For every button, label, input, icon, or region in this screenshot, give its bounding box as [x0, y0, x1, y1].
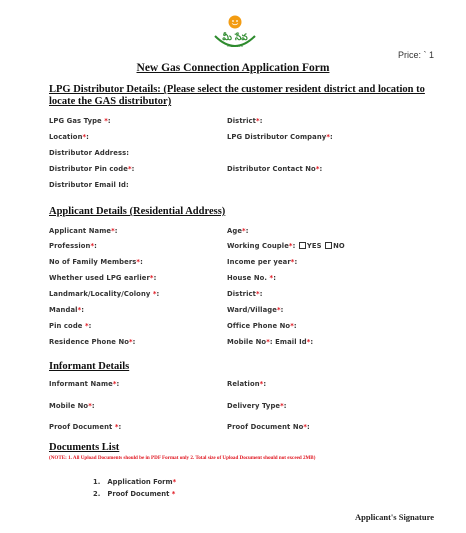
- no-label: NO: [333, 242, 345, 250]
- document-item: 2. Proof Document *: [93, 490, 176, 498]
- office-phone-label: Office Phone No: [227, 322, 291, 330]
- ward-label: Ward/Village: [227, 306, 277, 314]
- used-lpg-label: Whether used LPG earlier: [49, 274, 150, 282]
- mandal-field[interactable]: Mandal*:: [49, 306, 85, 314]
- document-item-label: Proof Document: [107, 490, 170, 498]
- residence-phone-label: Residence Phone No: [49, 338, 130, 346]
- meeseva-logo: [210, 14, 260, 52]
- distributor-address-label: Distributor Address:: [49, 149, 130, 157]
- pin-code-label: Pin code: [49, 322, 83, 330]
- proof-document-no-label: Proof Document No: [227, 423, 304, 431]
- office-phone-field[interactable]: Office Phone No*:: [227, 322, 297, 330]
- relation-label: Relation: [227, 380, 260, 388]
- house-no-field[interactable]: House No. *:: [227, 274, 277, 282]
- distributor-contact-label: Distributor Contact No: [227, 165, 316, 173]
- applicant-name-field[interactable]: Applicant Name*:: [49, 227, 118, 235]
- location-field[interactable]: Location*:: [49, 133, 89, 141]
- mobile-label: Mobile No: [227, 338, 267, 346]
- applicant-district-field[interactable]: District*:: [227, 290, 263, 298]
- profession-field[interactable]: Profession*:: [49, 242, 97, 250]
- applicant-section-heading: Applicant Details (Residential Address): [49, 206, 226, 217]
- email-label: Email Id: [275, 338, 307, 346]
- income-label: Income per year: [227, 258, 291, 266]
- working-couple-label: Working Couple: [227, 242, 289, 250]
- applicant-name-label: Applicant Name: [49, 227, 112, 235]
- pin-code-field[interactable]: Pin code *:: [49, 322, 92, 330]
- income-field[interactable]: Income per year*:: [227, 258, 298, 266]
- working-couple-field: Working Couple*: YES NO: [227, 242, 345, 250]
- gas-type-label: LPG Gas Type: [49, 117, 102, 125]
- document-item-number: 2.: [93, 490, 101, 498]
- mobile-email-field[interactable]: Mobile No*: Email Id*:: [227, 338, 314, 346]
- used-lpg-field[interactable]: Whether used LPG earlier*:: [49, 274, 157, 282]
- informant-name-label: Informant Name: [49, 380, 113, 388]
- informant-section-heading: Informant Details: [49, 361, 130, 372]
- logo-graphic: [210, 14, 260, 52]
- distributor-pin-label: Distributor Pin code: [49, 165, 128, 173]
- proof-document-field[interactable]: Proof Document *:: [49, 423, 122, 431]
- distributor-email-label: Distributor Email Id:: [49, 181, 129, 189]
- relation-field[interactable]: Relation*:: [227, 380, 267, 388]
- applicant-district-label: District: [227, 290, 257, 298]
- informant-name-field[interactable]: Informant Name*:: [49, 380, 120, 388]
- logo-subtext: meeseva: [227, 44, 243, 48]
- informant-mobile-field[interactable]: Mobile No*:: [49, 402, 95, 410]
- age-field[interactable]: Age*:: [227, 227, 249, 235]
- page-title: New Gas Connection Application Form: [136, 62, 330, 74]
- family-members-field[interactable]: No of Family Members*:: [49, 258, 143, 266]
- delivery-type-label: Delivery Type: [227, 402, 281, 410]
- family-members-label: No of Family Members: [49, 258, 137, 266]
- mandal-label: Mandal: [49, 306, 78, 314]
- lpg-section-heading: LPG Distributor Details: (Please select the customer resident district and location to locate the GAS distributor): [49, 84, 425, 107]
- distributor-pin-field[interactable]: Distributor Pin code*:: [49, 165, 135, 173]
- residence-phone-field[interactable]: Residence Phone No*:: [49, 338, 136, 346]
- profession-label: Profession: [49, 242, 91, 250]
- proof-document-label: Proof Document: [49, 423, 113, 431]
- landmark-field[interactable]: Landmark/Locality/Colony *:: [49, 290, 160, 298]
- district-field[interactable]: District*:: [227, 117, 263, 125]
- document-item: 1. Application Form*: [93, 478, 177, 486]
- yes-label: YES: [306, 242, 322, 250]
- price-label: Price: ` 1: [397, 50, 434, 60]
- ward-field[interactable]: Ward/Village*:: [227, 306, 284, 314]
- document-item-number: 1.: [93, 478, 101, 486]
- upload-note: (NOTE: 1. All Upload Documents should be in PDF Format only 2. Total size of Upload Document should not exceed 2MB): [49, 455, 316, 461]
- yes-checkbox[interactable]: [299, 242, 306, 249]
- document-item-label: Application Form: [107, 478, 173, 486]
- company-label: LPG Distributor Company: [227, 133, 327, 141]
- landmark-label: Landmark/Locality/Colony: [49, 290, 151, 298]
- informant-mobile-label: Mobile No: [49, 402, 89, 410]
- company-field[interactable]: LPG Distributor Company*:: [227, 133, 333, 141]
- no-checkbox[interactable]: [325, 242, 332, 249]
- delivery-type-field[interactable]: Delivery Type*:: [227, 402, 287, 410]
- documents-section-heading: Documents List: [49, 442, 120, 453]
- distributor-contact-field[interactable]: Distributor Contact No*:: [227, 165, 323, 173]
- district-label: District: [227, 117, 257, 125]
- applicant-signature-label: Applicant's Signature: [355, 512, 434, 522]
- age-label: Age: [227, 227, 243, 235]
- logo-text: మీ సేవ: [222, 33, 248, 43]
- house-no-label: House No.: [227, 274, 268, 282]
- location-label: Location: [49, 133, 83, 141]
- gas-type-field[interactable]: LPG Gas Type *:: [49, 117, 111, 125]
- proof-document-no-field[interactable]: Proof Document No*:: [227, 423, 310, 431]
